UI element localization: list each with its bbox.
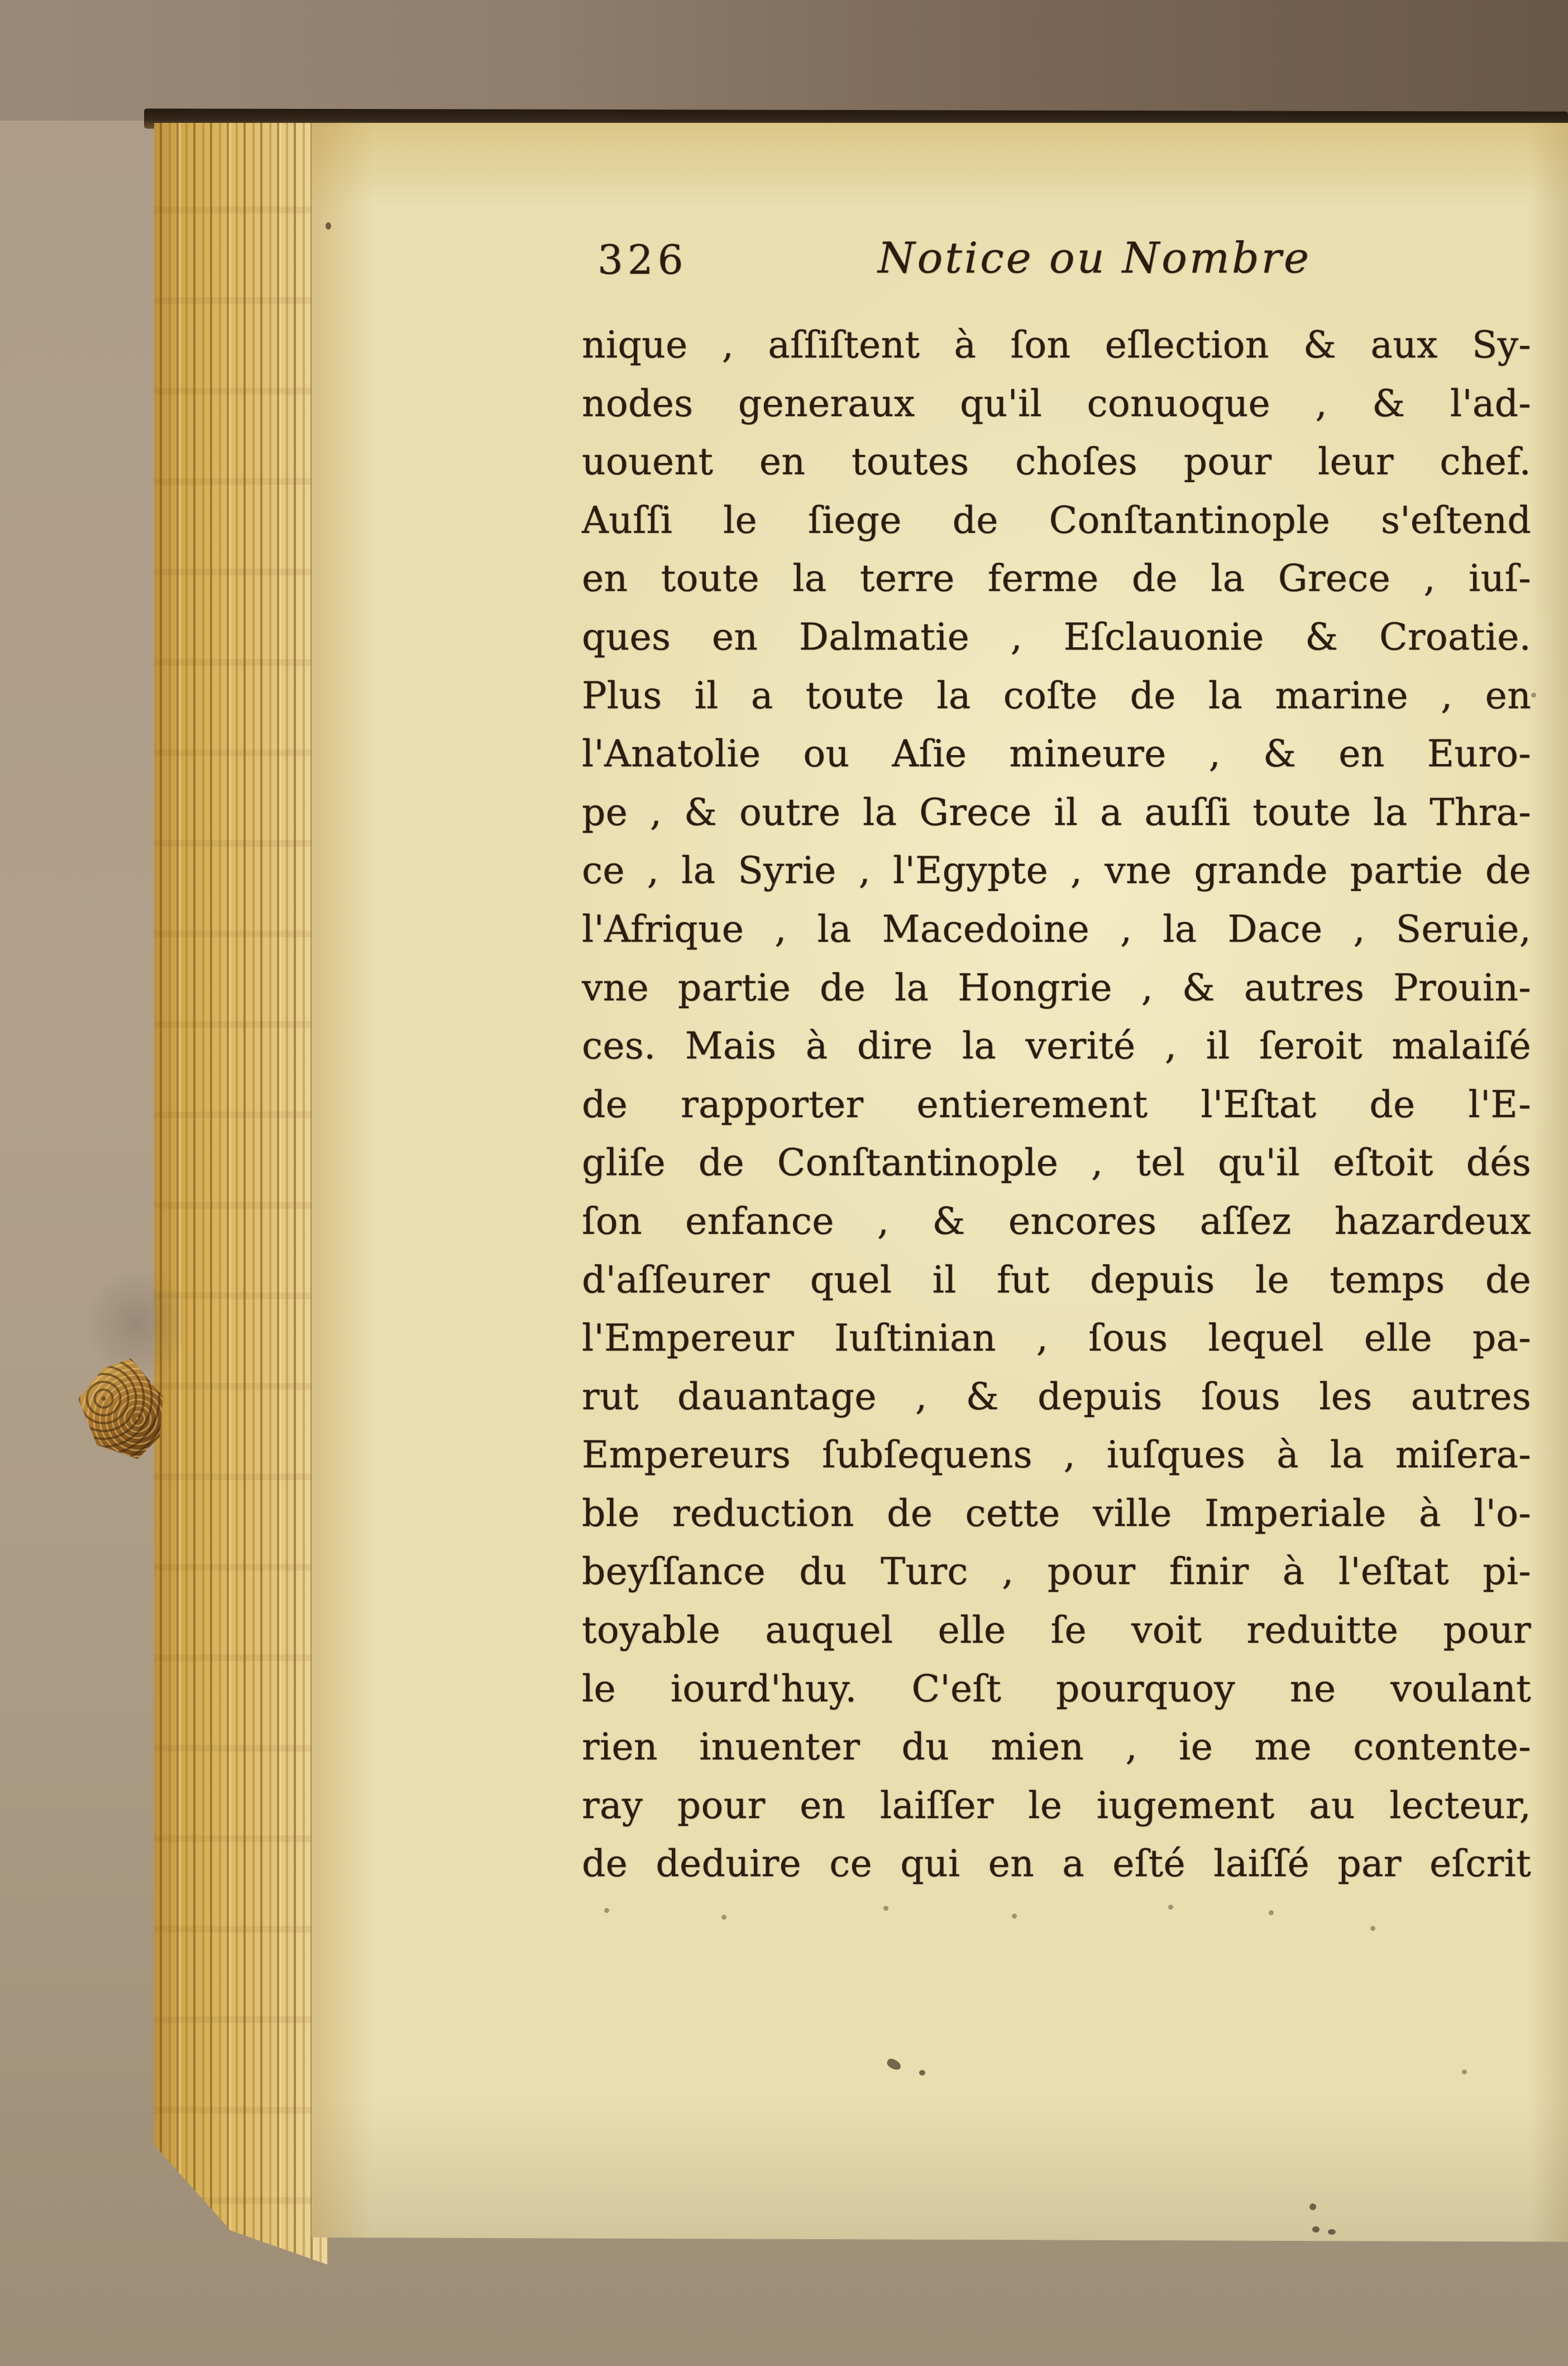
- text-line: ces. Mais à dire la verité , il ſeroit malaiſé: [582, 1024, 1531, 1068]
- text-line: de rapporter entierement l'Eſtat de l'E-: [582, 1082, 1531, 1126]
- bookmark-shadow: [84, 1267, 190, 1378]
- ink-speck: [1168, 1905, 1173, 1910]
- text-line: l'Empereur Iuſtinian , ſous lequel elle pa-: [582, 1316, 1531, 1360]
- text-line: gliſe de Conſtantinople , tel qu'il eſtoit dés: [582, 1141, 1531, 1185]
- text-line: le iourd'huy. C'eſt pourquoy ne voulant: [582, 1667, 1531, 1710]
- text-line: ray pour en laiſſer le iugement au lecteur,: [582, 1783, 1531, 1827]
- page-text-block: [582, 233, 1531, 1893]
- text-line: de deduire ce qui en a eſté laiſſé par eſcrit: [582, 1842, 1531, 1886]
- ink-speck: [883, 1906, 888, 1911]
- page-header: [582, 233, 1531, 316]
- body-text: [582, 316, 1531, 1893]
- text-line: ſon enfance , & encores aſſez hazardeux: [582, 1199, 1531, 1243]
- ink-speck: [721, 1915, 726, 1920]
- text-line: l'Anatolie ou Aſie mineure , & en Euro-: [582, 732, 1531, 776]
- background-top-band: [0, 0, 1568, 121]
- text-line: beyſſance du Turc , pour finir à l'eſtat pi-: [582, 1550, 1531, 1594]
- text-line: uouent en toutes choſes pour leur chef.: [582, 440, 1531, 484]
- text-line: Plus il a toute la coſte de la marine , en: [582, 674, 1531, 717]
- text-line: ques en Dalmatie , Eſclauonie & Croatie.: [582, 615, 1531, 659]
- text-line: ce , la Syrie , l'Egypte , vne grande partie de: [582, 849, 1531, 893]
- text-line: vne partie de la Hongrie , & autres Prouin-: [582, 966, 1531, 1009]
- text-line: ble reduction de cette ville Imperiale à l'o-: [582, 1491, 1531, 1535]
- ink-speck: [604, 1908, 609, 1913]
- ink-speck: [1309, 2203, 1316, 2210]
- text-line: Empereurs ſubſequens , iuſques à la miſera-: [582, 1433, 1531, 1477]
- text-line: nique , aſſiſtent à ſon eſlection & aux Sy-: [582, 323, 1531, 366]
- ink-speck: [1462, 2069, 1467, 2074]
- ink-speck: [1328, 2229, 1336, 2235]
- text-line: rut dauantage , & depuis ſous les autres: [582, 1375, 1531, 1418]
- book-fore-edge-pages: [154, 123, 328, 2265]
- text-line: l'Afrique , la Macedoine , la Dace , Seruie,: [582, 907, 1531, 951]
- ink-speck: [1531, 693, 1536, 698]
- ink-speck: [1370, 1926, 1375, 1931]
- ink-speck: [1012, 1914, 1017, 1919]
- text-line: en toute la terre ferme de la Grece , iuſ-: [582, 557, 1531, 600]
- text-line: d'aſſeurer quel il fut depuis le temps de: [582, 1258, 1531, 1301]
- text-line: toyable auquel elle ſe voit reduitte pour: [582, 1609, 1531, 1652]
- text-line: pe , & outre la Grece il a auſſi toute la Thra-: [582, 790, 1531, 834]
- ink-speck: [1269, 1910, 1274, 1915]
- text-line: nodes generaux qu'il conuoque , & l'ad-: [582, 381, 1531, 425]
- text-line: rien inuenter du mien , ie me contente-: [582, 1725, 1531, 1769]
- running-title: Notice ou Nombre: [878, 233, 1311, 283]
- ink-speck: [1312, 2226, 1320, 2233]
- page-number: 326: [597, 236, 688, 283]
- ink-speck: [919, 2070, 925, 2076]
- text-line: Auſſi le ſiege de Conſtantinople s'eſtend: [582, 498, 1531, 542]
- ink-speck: [326, 222, 331, 230]
